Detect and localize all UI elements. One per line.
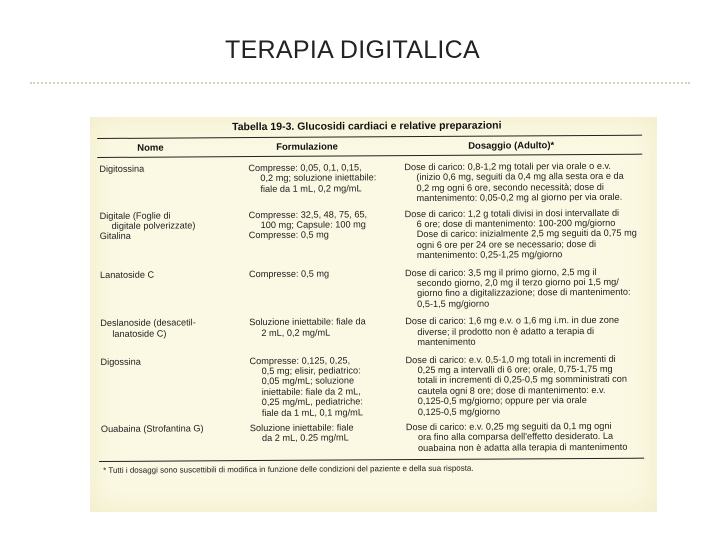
formulation-cell-line: Soluzione iniettabile: fiale da [249,316,366,328]
formulation-cell [244,422,402,454]
drug-name-cell [99,423,244,455]
formulation-cell-line: Compresse: 0,5 mg [248,230,329,241]
dosage-cell-line: cautela ogni 8 ore; dose di mantenimento: e.v. [417,384,606,396]
drug-name-cell-line: Digossina [100,356,141,367]
formulation-cell [243,209,401,262]
table-row [99,421,644,456]
dosage-cell-line: ogni 6 ore per 24 ore se necessario; dose di [416,238,597,250]
drug-name-cell [98,356,243,419]
drug-name-cell [98,317,243,349]
formulation-cell-line: 2 mL, 0,2 mg/mL [261,327,331,338]
dosage-cell-line: 0,5-1,5 mg/giorno [417,298,490,309]
scanned-table-image [90,117,657,512]
drug-name-cell-line: digitale polverizzate) [111,220,196,231]
dosage-cell-line: ouabaina non è adatta alla terapia di mantenimento [417,441,628,453]
table-row [98,315,643,350]
drug-name-cell-line: Gitalina [99,231,131,242]
dosage-cell [401,266,643,309]
drug-name-cell-line: Lanatoside C [99,269,155,280]
header-dosage: Dosaggio (Adulto)* [468,140,555,152]
formulation-cell-line: Compresse: 0,05, 0,1, 0,15, [248,162,362,174]
dosage-cell [401,207,643,261]
table-caption: Tabella 19-3. Glucosidi cardiaci e relative preparazioni [232,119,502,134]
title-divider [30,82,690,84]
table-row [98,353,643,419]
dosage-cell-line: Dose di carico: inizialmente 2,5 mg seguiti da 0,75 mg [416,228,637,240]
table-row [97,161,642,206]
header-name: Nome [137,142,164,154]
dosage-cell [400,161,642,204]
formulation-cell-line: Soluzione iniettabile: fiale [249,422,354,434]
dosage-cell-line: mantenimento: 0,05-0,2 mg al giorno per via orale. [416,192,623,204]
drug-name-cell-line: lanatoside C) [112,328,167,339]
drug-name-cell-line: Deslanoside (desacetil- [100,317,196,329]
formulation-cell-line: da 2 mL, 0.25 mg/mL [261,432,349,444]
formulation-cell-line: fiale da 1 mL, 0,2 mg/mL [260,183,362,194]
drug-name-cell [97,163,242,206]
dosage-cell-line: Dose di carico: e.v. 0,5-1,0 mg totali in incrementi di [405,353,616,365]
dosage-cell-line: secondo giorno, 2,0 mg il terzo giorno poi 1,5 mg/ [416,276,619,289]
drug-name-cell-line: Digitossina [99,163,145,174]
dosage-cell-line: (inizio 0,6 mg, seguiti da 0,4 mg alla sesta ora e da [416,171,624,183]
dosage-cell-line: totali in incrementi di 0,25-0,5 mg somministrati con [417,374,628,386]
dosage-cell-line: 0,2 mg ogni 6 ore, secondo necessità; dose di [416,181,604,193]
formulation-cell-line: fiale da 1 mL, 0,1 mg/mL [261,406,363,418]
formulation-cell-line: Compresse: 32,5, 48, 75, 65, [248,208,368,220]
table-row [98,266,643,311]
dosage-cell [402,421,644,454]
drug-name-cell-line: Ouabaina (Strofantina G) [100,423,204,434]
dosage-cell-line: Dose di carico: 1,6 mg e.v. o 1,6 mg i.m. in due zone [405,315,620,327]
dosage-cell-line: 0,25 mg a intervalli di 6 ore; orale, 0,75-1,75 mg [417,363,613,375]
formulation-cell [242,162,400,205]
formulation-cell-line: 0,25 mg/mL, pediatriche: [261,396,363,408]
formulation-cell-line: 0,2 mg; soluzione iniettabile: [260,172,377,184]
table-body [97,161,644,455]
table-footnote: * Tutti i dosaggi sono suscettibili di modifica in funzione delle condizioni del paziente e della sua risposta. [99,458,644,475]
dosage-cell-line: 0,125-0,5 mg/giorno [417,406,501,417]
table-container [97,114,644,475]
slide-title: TERAPIA DIGITALICA [225,36,480,64]
table-row [98,207,643,262]
header-formulation: Formulazione [276,141,338,153]
dosage-cell-line: diverse; il prodotto non è adatto a terapia di [417,325,595,337]
formulation-cell [243,268,401,311]
dosage-cell-line: mantenimento [417,336,476,348]
dosage-cell-line: Dose di carico: e.v. 0,25 mg seguiti da 0,1 mg ogni [405,420,612,433]
dosage-cell-line: 0,125-0,5 mg/giorno; oppure per via orale [417,395,587,407]
drug-name-cell [98,210,243,263]
dosage-cell-line: Dose di carico: 0,8-1,2 mg totali per via orale o e.v. [404,160,611,173]
dosage-cell-line: 6 ore; dose di mantenimento: 100-200 mg/giorno [416,217,616,230]
formulation-cell-line: Compresse: 0,125, 0,25, [249,354,351,366]
dosage-cell-line: Dose di carico: 3,5 mg il primo giorno, 2,5 mg il [404,266,597,278]
dosage-cell [401,353,643,417]
dosage-cell-line: Dose di carico: 1,2 g totali divisi in dosi intervallate di [404,207,620,219]
formulation-cell-line: 0,05 mg/mL; soluzione [261,375,355,387]
formulation-cell-line: Compresse: 0,5 mg [248,268,330,279]
formulation-cell [243,355,401,418]
formulation-cell-line: 0,5 mg; elisir, pediatrico: [261,365,361,376]
dosage-cell-line: giorno fino a digitalizzazione; dose di mantenimento: [417,287,631,299]
formulation-cell-line: 100 mg; Capsule: 100 mg [260,219,366,231]
formulation-cell [243,316,401,348]
formulation-cell-line: iniettabile: fiale da 2 mL, [261,386,361,397]
drug-name-cell-line: Digitale (Foglie di [99,210,171,221]
dosage-cell-line: ora fino alla comparsa dell'effetto desiderato. La [417,431,614,443]
drug-name-cell [98,269,243,312]
dosage-cell-line: mantenimento: 0,25-1,25 mg/giorno [416,249,563,261]
dosage-cell [401,315,643,348]
